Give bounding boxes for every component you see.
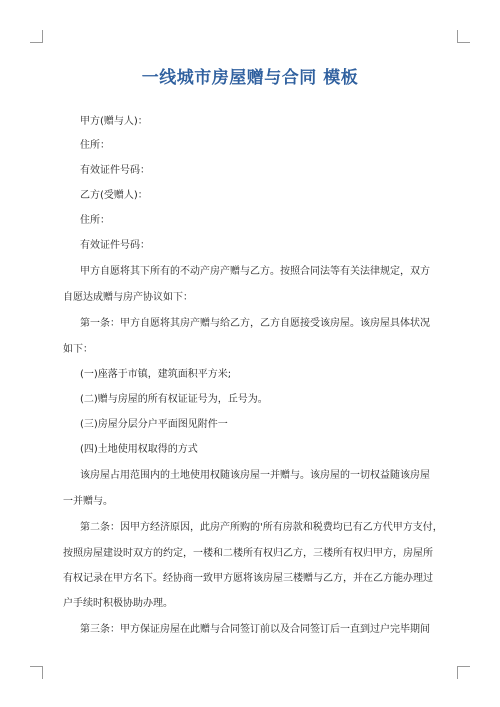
- party-b-address-label: 住所：: [80, 215, 110, 226]
- crop-mark-top-left: [30, 30, 43, 43]
- paragraph-line: 自愿达成赠与房产协议如下：: [63, 292, 193, 303]
- article-one-line: 第一条：甲方自愿将其房产赠与给乙方，乙方自愿接受该房屋。该房屋具体状况: [80, 318, 430, 329]
- article-three-line: 第三条：甲方保证房屋在此赠与合同签订前以及合同签订后一直到过户完毕期间: [80, 624, 430, 635]
- article-one-line: 如下：: [63, 344, 93, 355]
- paragraph-line: 一并赠与。: [63, 496, 113, 507]
- document-title: 一线城市房屋赠与合同 模板: [141, 68, 359, 88]
- crop-mark-top-right: [457, 30, 470, 43]
- party-b-id-label: 有效证件号码：: [80, 240, 150, 251]
- party-a-label: 甲方(赠与人)：: [80, 116, 148, 127]
- paragraph-line: 甲方自愿将其下所有的不动产房产赠与乙方。按照合同法等有关法律规定，双方: [80, 266, 430, 277]
- clause-item: (二)赠与房屋的所有权证证号为，丘号为。: [80, 394, 268, 405]
- crop-mark-bottom-right: [457, 666, 470, 679]
- paragraph-line: 该房屋占用范围内的土地使用权随该房屋一并赠与。该房屋的一切权益随该房屋: [80, 470, 430, 481]
- party-b-label: 乙方(受赠人)：: [80, 190, 148, 201]
- article-two-line: 按照房屋建设时双方的约定，一楼和二楼所有权归乙方，三楼所有权归甲方，房屋所: [63, 548, 433, 559]
- clause-item: (四)土地使用权取得的方式: [80, 444, 198, 455]
- party-a-address-label: 住所：: [80, 140, 110, 151]
- article-two-line: 有权记录在甲方名下。经协商一致甲方愿将该房屋三楼赠与乙方，并在乙方能办理过: [63, 573, 433, 584]
- crop-mark-bottom-left: [30, 666, 43, 679]
- article-two-line: 第二条：因甲方经济原因，此房产所购的'所有房款和税费均已有乙方代甲方支付，: [80, 522, 443, 533]
- article-two-line: 户手续时积极协助办理。: [63, 598, 173, 609]
- clause-item: (三)房屋分层分户平面图见附件一: [80, 419, 228, 430]
- party-a-id-label: 有效证件号码：: [80, 165, 150, 176]
- clause-item: (一)座落于市镇，建筑面积平方米;: [80, 369, 232, 380]
